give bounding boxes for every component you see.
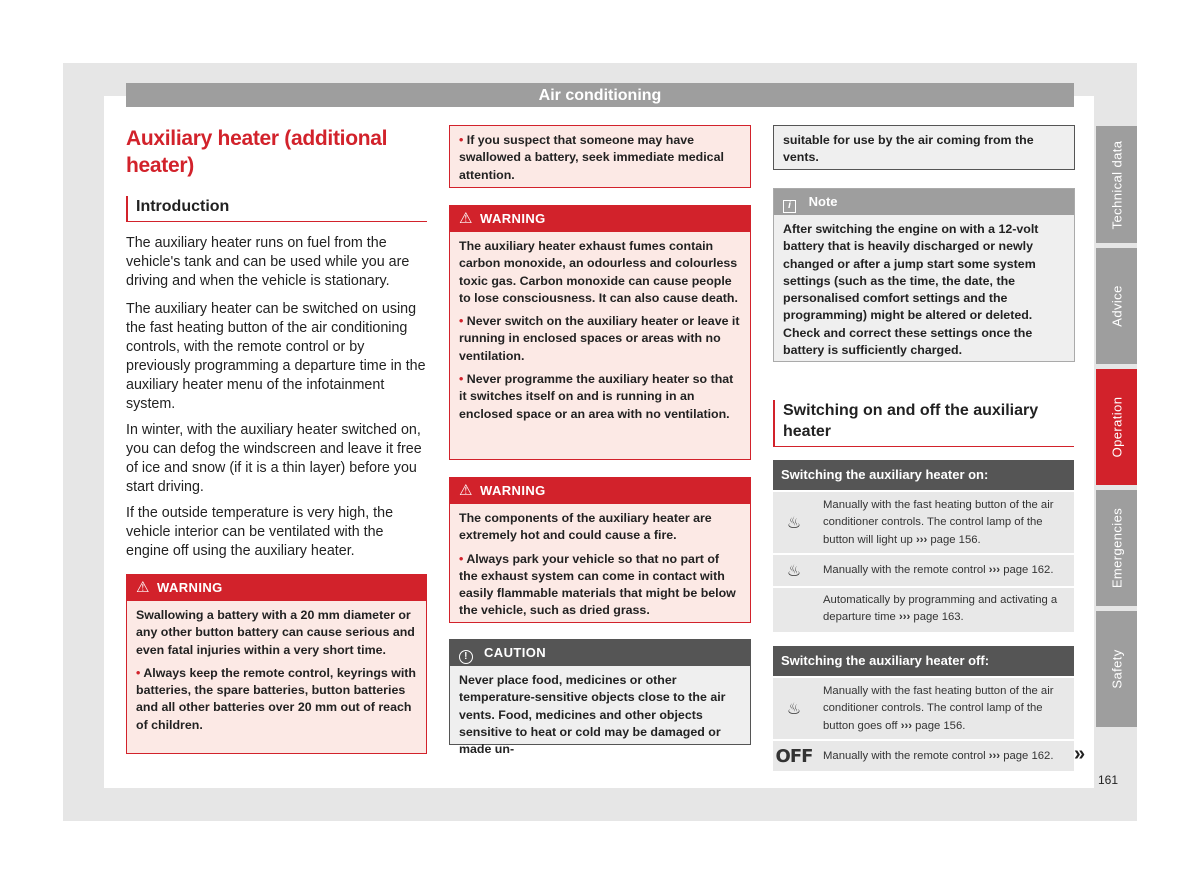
caution-header: ! CAUTION: [450, 640, 750, 666]
table-header-off: Switching the auxiliary heater off:: [773, 646, 1074, 676]
paragraph: In winter, with the auxiliary heater switched on, you can defog the windscreen and leave it free of ice and snow (if it is a thin layer) before you start driving.: [126, 422, 422, 495]
table-row: ♨ Manually with the remote control ››› page 162.: [773, 555, 1074, 586]
chapter-header: Air conditioning: [126, 83, 1074, 107]
table-row: ♨ Manually with the fast heating button of the air conditioner controls. The control lamp of the button goes off ››› page 156.: [773, 678, 1074, 739]
warning-bullet: • Never switch on the auxiliary heater or leave it running in enclosed spaces or areas with no ventilation.: [459, 314, 740, 363]
note-header: i Note: [774, 189, 1074, 215]
page-title: Auxiliary heater (additional heater): [126, 127, 388, 177]
warning-box: [449, 205, 751, 460]
warning-box: [126, 574, 427, 754]
page-number: 161: [1098, 773, 1119, 787]
note-box: [773, 188, 1075, 362]
exclamation-circle-icon: !: [459, 650, 473, 664]
table-header-on: Switching the auxiliary heater on:: [773, 460, 1074, 490]
warning-triangle-icon: ⚠: [459, 482, 473, 499]
warning-text: The auxiliary heater exhaust fumes contain carbon monoxide, an odourless and colourless toxic gas. Carbon monoxide can cause people to lose consciousness. It can also cause death.: [459, 239, 738, 305]
warning-bullet: • If you suspect that someone may have swallowed a battery, seek immediate medical attention.: [459, 133, 724, 182]
tab-operation[interactable]: Operation: [1096, 369, 1137, 485]
off-icon: OFF: [775, 745, 813, 767]
warning-bullet: • Always park your vehicle so that no part of the exhaust system can come in contact with easily flammable materials that might be below the vehicle, such as dried grass.: [459, 551, 736, 618]
paragraph: If the outside temperature is very high, the vehicle interior can be ventilated with the engine off using the auxiliary heater.: [126, 505, 394, 559]
warning-header: ⚠ WARNING: [450, 206, 750, 232]
warning-header: ⚠ WARNING: [127, 575, 426, 601]
warning-text: The components of the auxiliary heater are extremely hot and could cause a fire.: [459, 511, 712, 543]
table-row: OFF Manually with the remote control ››› page 162.: [773, 741, 1074, 771]
continue-marker: »: [1074, 743, 1086, 765]
warning-box: [449, 477, 751, 623]
caution-box: [449, 639, 751, 757]
caution-box-continued: [773, 125, 1075, 170]
warning-text: Swallowing a battery with a 20 mm diameter or any other button battery can cause serious and even fatal injuries within a very short time.: [136, 608, 415, 657]
caution-text: Never place food, medicines or other temperature-sensitive objects close to the air vents. Food, medicines and other objects sensitive to heat or cold may be damaged or made un-: [459, 673, 726, 757]
introduction-heading: Introduction: [126, 196, 427, 222]
section-heading: Switching on and off the auxiliary heater: [773, 400, 1074, 447]
warning-triangle-icon: ⚠: [136, 579, 150, 596]
warning-bullet: • Always keep the remote control, keyrings with batteries, the spare batteries, button batteries and all other batteries over 20 mm out of reach of children.: [136, 665, 417, 732]
warning-bullet: • Never programme the auxiliary heater so that it switches itself on and is running in an enclosed space or an area with no ventilation.: [459, 372, 734, 421]
tab-technical-data[interactable]: Technical data: [1096, 126, 1137, 243]
caution-text: suitable for use by the air coming from the vents.: [783, 133, 1034, 165]
warning-triangle-icon: ⚠: [459, 210, 473, 227]
fast-heating-icon: ♨: [786, 700, 802, 718]
note-text: After switching the engine on with a 12-volt battery that is heavily discharged or newly changed or after a jump start some system settings (such as the time, the date, the personalised comfort settings and the programming) might be altered or deleted. Check and correct these settings once the battery is sufficiently charged.: [783, 222, 1039, 358]
table-row: Automatically by programming and activating a departure time ››› page 163.: [773, 588, 1074, 632]
warning-header: ⚠ WARNING: [450, 478, 750, 504]
paragraph: The auxiliary heater can be switched on using the fast heating button of the air conditioning controls, with the remote control or by previously programming a departure time in the auxiliary heater menu of the infotainment system.: [126, 301, 426, 412]
paragraph: The auxiliary heater runs on fuel from the vehicle's tank and can be used while you are driving and when the vehicle is stationary.: [126, 235, 410, 289]
info-icon: i: [783, 200, 796, 213]
warning-box-continued: [449, 125, 751, 188]
fast-heating-icon: ♨: [786, 514, 802, 532]
tab-safety[interactable]: Safety: [1096, 611, 1137, 727]
tab-advice[interactable]: Advice: [1096, 248, 1137, 364]
table-row: ♨ Manually with the fast heating button of the air conditioner controls. The control lamp of the button will light up ››› page 156.: [773, 492, 1074, 553]
remote-heating-icon: ♨: [786, 562, 802, 580]
tab-emergencies[interactable]: Emergencies: [1096, 490, 1137, 606]
